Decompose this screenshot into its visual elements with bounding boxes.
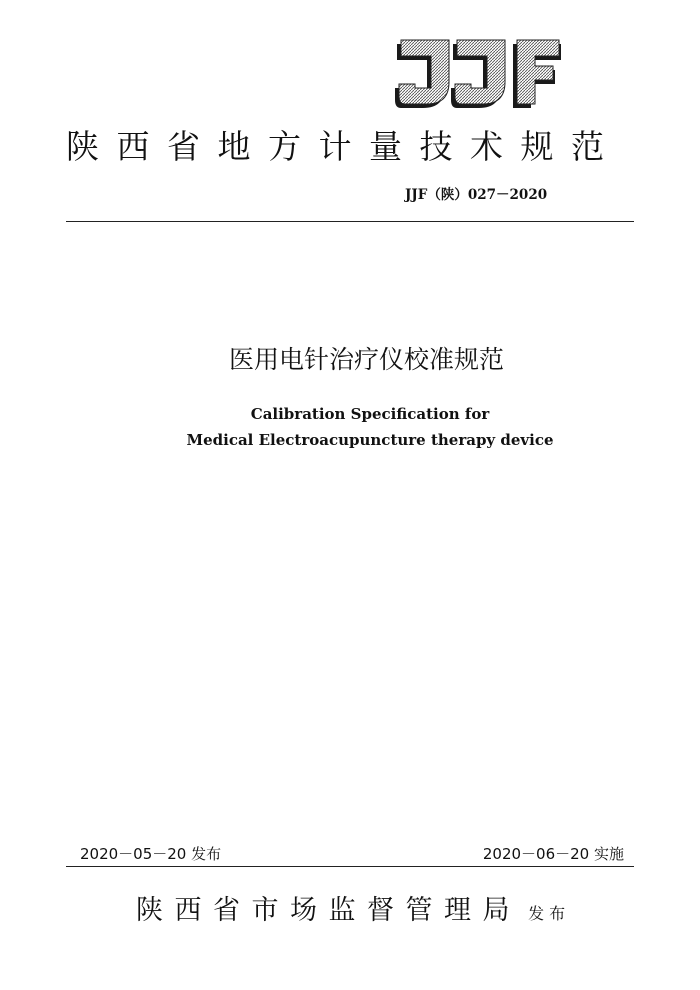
publisher (136, 888, 570, 927)
document-title-cn: 医用电针治疗仪校准规范 (228, 345, 504, 374)
publish-label: 发布 (528, 904, 571, 923)
effective-date: 2020－06－20 实施 (482, 845, 624, 863)
document-title-en-line1: Calibration Specification for (250, 405, 490, 423)
top-divider (66, 221, 634, 222)
org-title: 陕西省地方计量技术规范 (66, 127, 622, 166)
jjf-logo (393, 36, 563, 114)
publisher-name: 陕西省市场监督管理局 (136, 895, 521, 926)
bottom-divider (66, 866, 634, 867)
publish-date: 2020－05－20 发布 (80, 845, 222, 863)
document-title-en-line2: Medical Electroacupuncture therapy device (186, 431, 554, 449)
document-code: JJF（陕）027－2020 (405, 187, 548, 203)
